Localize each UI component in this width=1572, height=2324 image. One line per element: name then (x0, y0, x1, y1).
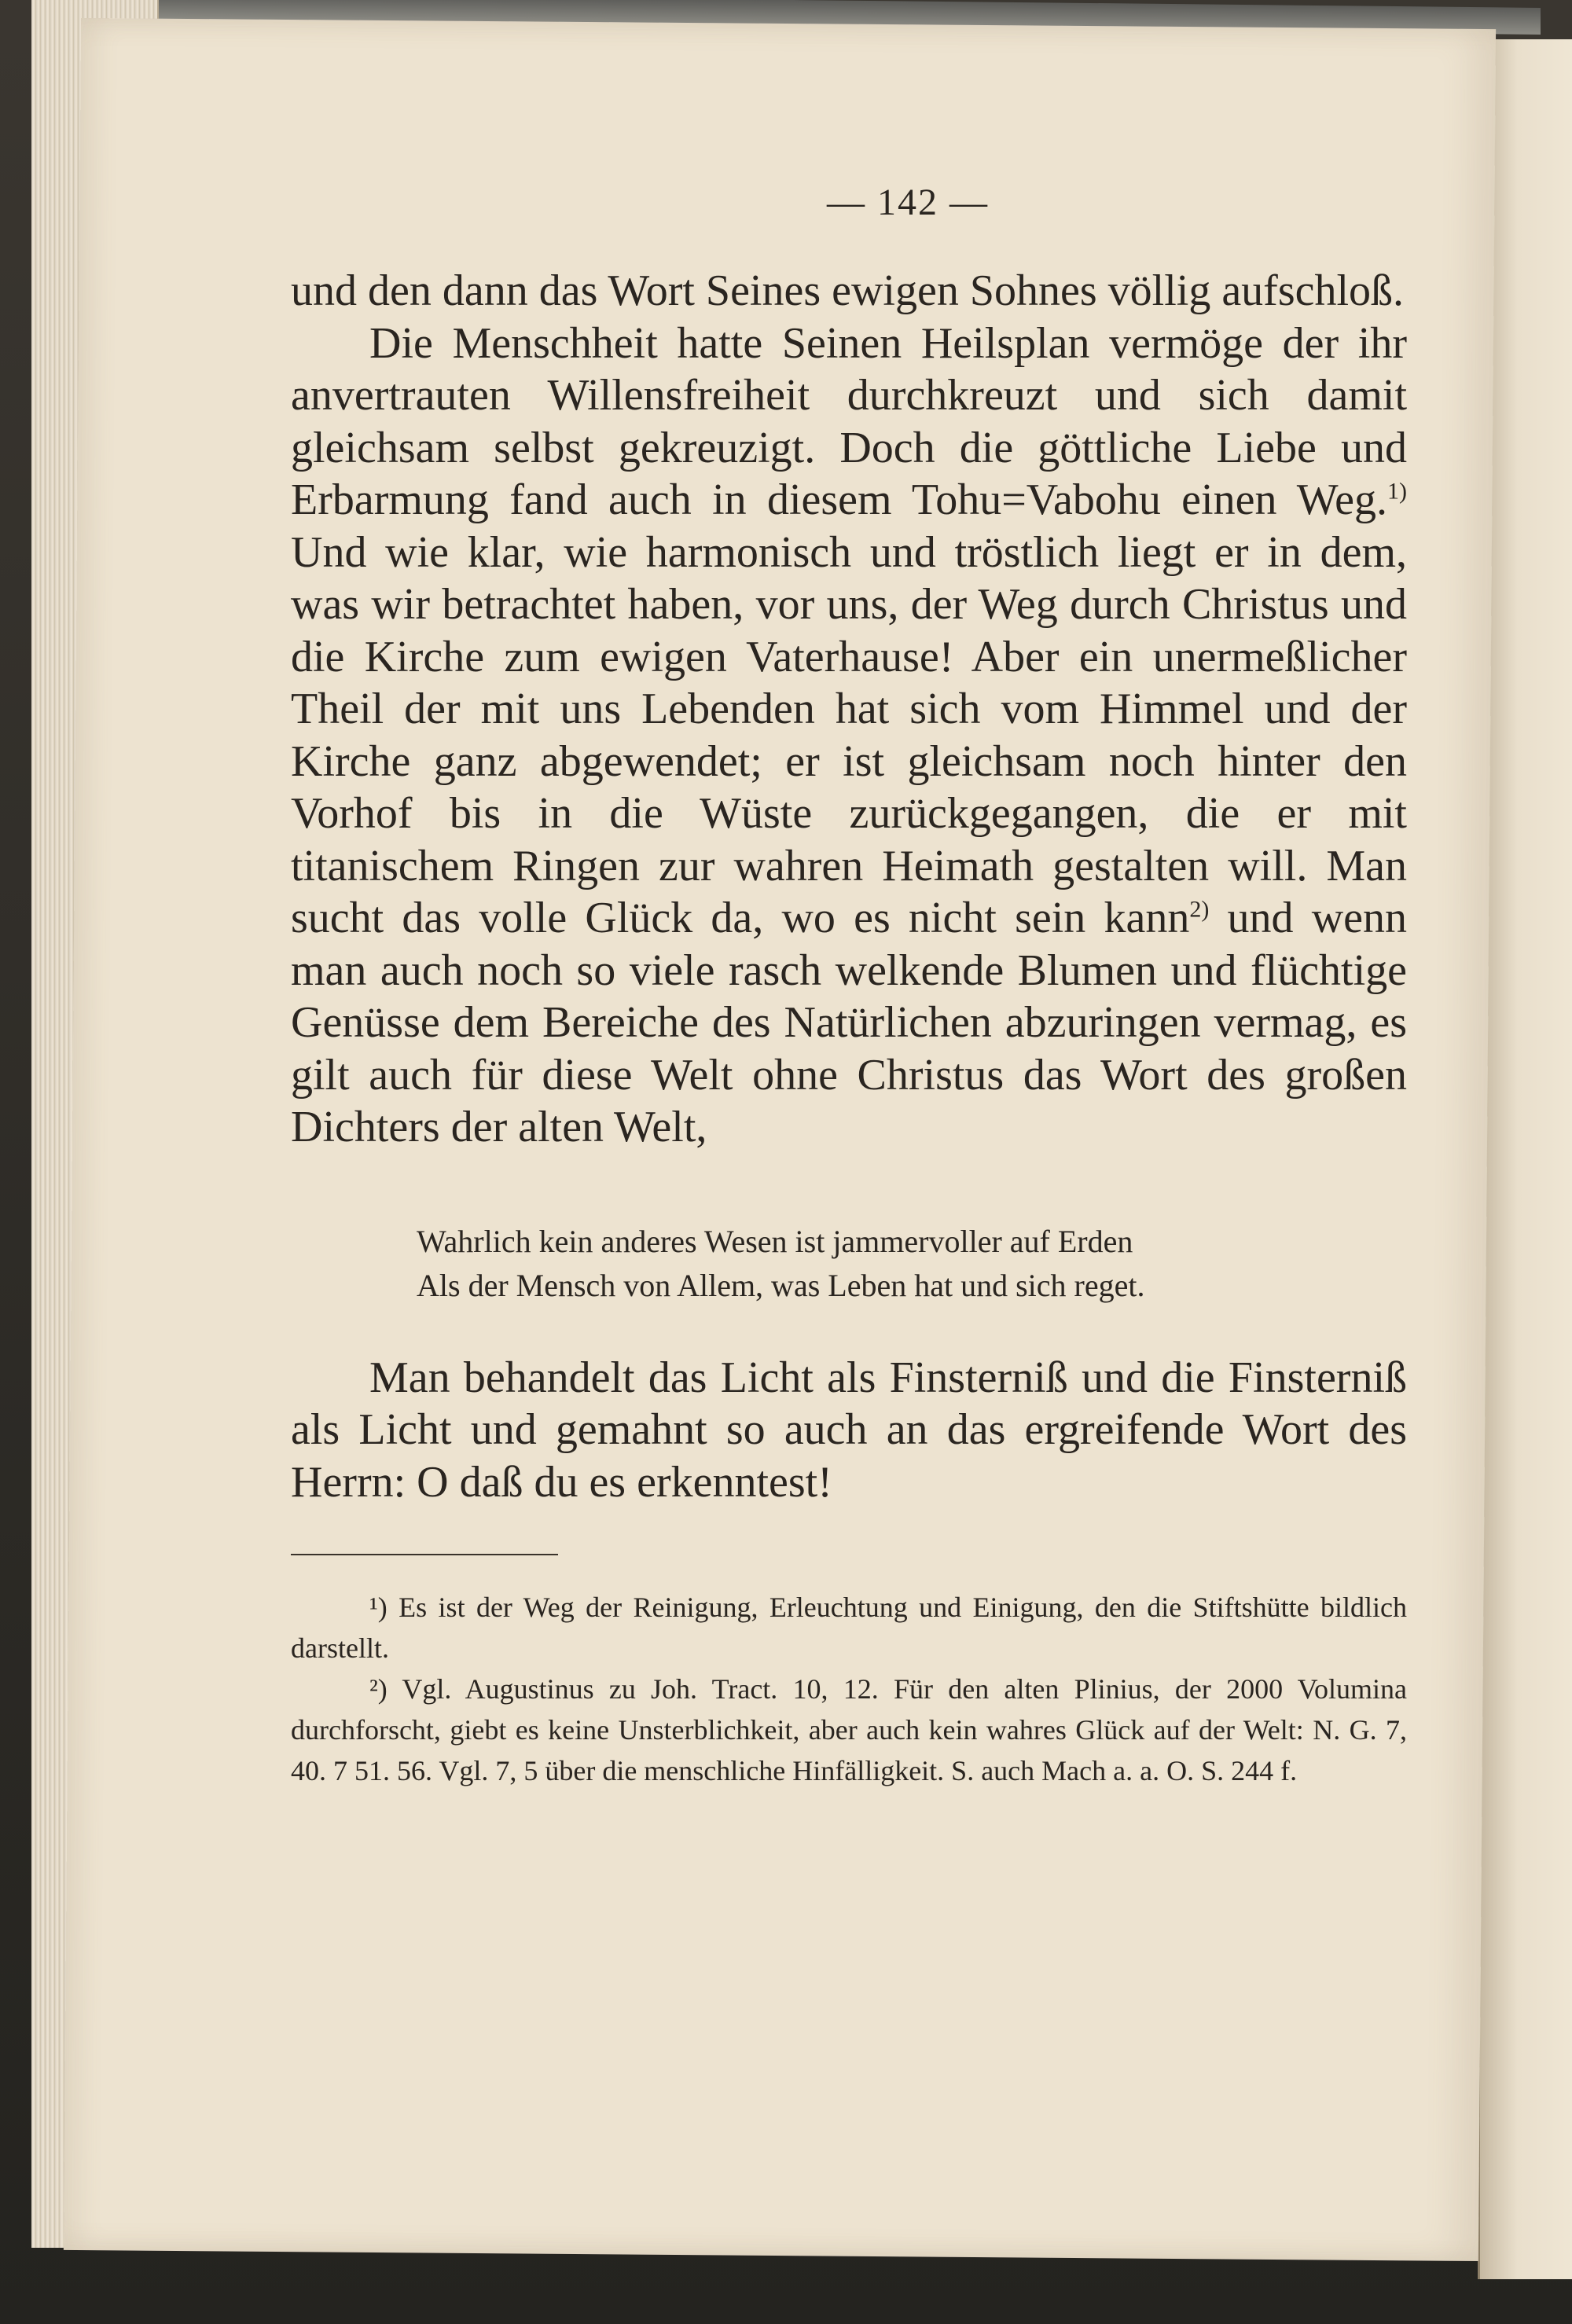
footnotes (291, 1587, 1407, 1791)
footnote-2: ²) Vgl. Augustinus zu Joh. Tract. 10, 12. Für den alten Plinius, der 2000 Volumina durchforscht, giebt es keine Unsterblichkeit, aber auch kein wahres Glück auf der Welt: N. G. 7, 40. 7 51. 56. Vgl. 7, 5 über die menschliche Hinfälligkeit. S. auch Mach a. a. O. S. 244 f. (291, 1673, 1407, 1786)
poem-line-1: Wahrlich kein anderes Wesen ist jammervoller auf Erden (417, 1223, 1133, 1259)
page-content (291, 181, 1407, 1791)
footnote-ref-2[interactable]: 2) (1189, 896, 1210, 923)
footnote-1: ¹) Es ist der Weg der Reinigung, Erleuchtung und Einigung, den die Stiftshütte bildlich darstellt. (291, 1592, 1407, 1664)
closing-text (291, 1352, 1407, 1509)
footnote-divider (291, 1554, 558, 1555)
paragraph-2: Die Menschheit hatte Seinen Heilsplan vermöge der ihr anvertrauten Willensfreiheit durchkreuzt und sich damit gleichsam selbst gekreuzigt. Doch die göttliche Liebe und Erbarmung fand auch in diesem Tohu=Vabohu einen Weg.$^{1)}$ Und wie klar, wie harmonisch und tröstlich liegt er in dem, was wir betrachtet haben, vor uns, der Weg durch Christus und die Kirche zum ewigen Vaterhause! Aber ein unermeßlicher Theil der mit uns Lebenden hat sich vom Himmel und der Kirche ganz abgewendet; er ist gleichsam noch hinter den Vorhof bis in die Wüste zurückgegangen, die er mit titanischem Ringen zur wahren Heimath gestalten will. Man sucht das volle Glück da, wo es nicht sein kann$^{2)}$ und wenn man auch noch so viele rasch welkende Blumen und flüchtige Genüsse dem Bereiche des Natürlichen abzuringen vermag, es gilt auch für diese Welt ohne Christus das Wort des großen Dichters der alten Welt, (291, 318, 1407, 1151)
poem-line-2: Als der Mensch von Allem, was Leben hat und sich reget. (417, 1267, 1145, 1303)
footnote-ref-1[interactable]: 1) (1387, 478, 1407, 505)
page-number: — 142 — (827, 182, 989, 223)
closing-paragraph: Man behandelt das Licht als Finsterniß und die Finsterniß als Licht und gemahnt so auch an das ergreifende Wort des Herrn: O daß du es erkenntest! (291, 1353, 1407, 1507)
main-text (291, 265, 1407, 1154)
paragraph-1: und den dann das Wort Seines ewigen Sohnes völlig aufschloß. (291, 266, 1405, 315)
poem-quote (417, 1220, 1407, 1308)
